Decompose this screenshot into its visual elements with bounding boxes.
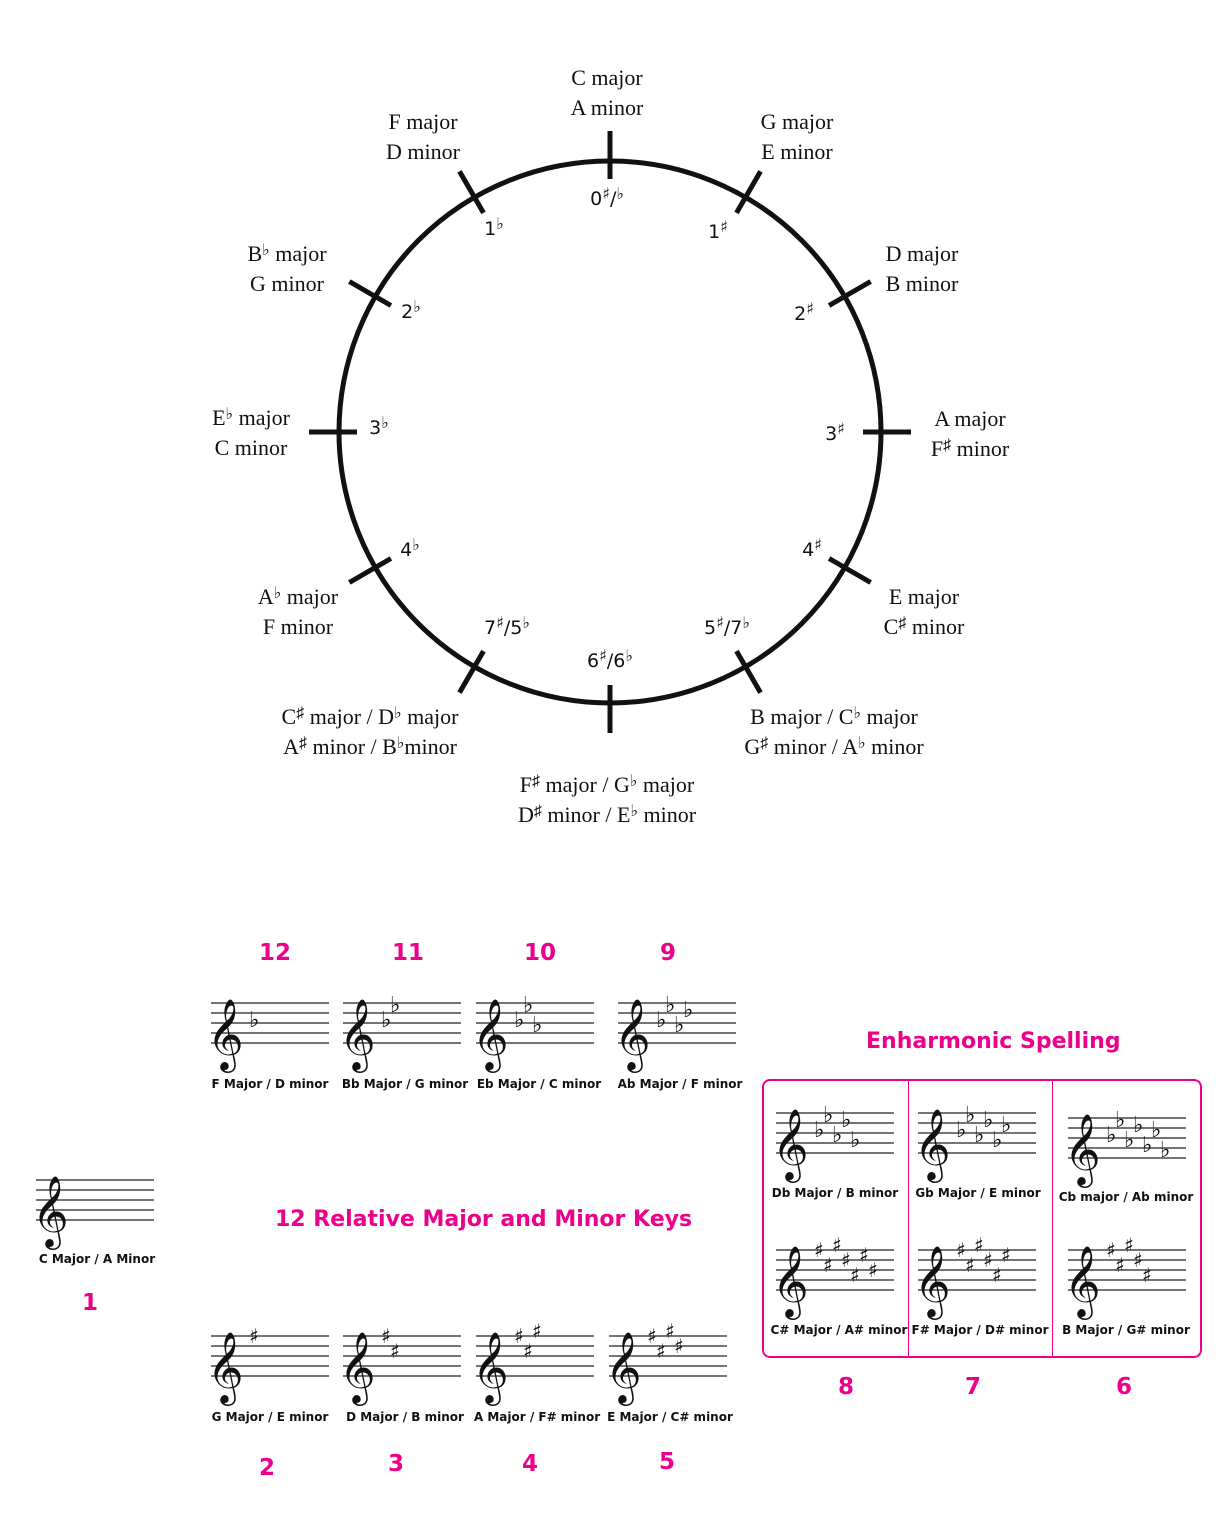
major-key-label: A♭ major (257, 584, 339, 609)
key-label-cb-major: Cb major / Ab minor (1058, 1190, 1194, 1204)
staff-cb-major (1062, 1100, 1188, 1185)
accidental-count-label: 0♯/♭ (590, 184, 624, 210)
staff-e-major (603, 1318, 729, 1403)
flat-icon: ♭ (665, 993, 676, 1018)
accidental-count-label: 4♯ (802, 535, 822, 561)
key-label-f-major: F Major / D minor (211, 1077, 329, 1091)
key-label-a-major: A Major / F# minor (473, 1410, 601, 1424)
flat-icon: ♭ (1133, 1113, 1144, 1138)
staff-c-major (30, 1162, 156, 1247)
flat-icon: ♭ (514, 1008, 525, 1033)
sharp-icon: ♯ (850, 1263, 860, 1287)
sharp-icon: ♯ (1106, 1238, 1116, 1262)
staff-g-major (205, 1318, 331, 1403)
key-label-gb-major: Gb Major / E minor (915, 1186, 1041, 1200)
treble-clef-icon: 𝄞 (605, 1330, 642, 1403)
key-label-c-major: C Major / A Minor (38, 1252, 156, 1266)
accidental-count-label: 2♯ (794, 299, 814, 325)
flat-icon: ♭ (974, 1123, 985, 1148)
staff-ab-major (612, 985, 738, 1070)
major-key-label: C major (571, 65, 643, 90)
relative-keys-heading: 12 Relative Major and Minor Keys (275, 1207, 693, 1232)
circle-ring (339, 161, 881, 703)
key-number-5: 5 (658, 1449, 675, 1475)
sharp-icon: ♯ (965, 1253, 975, 1277)
flat-icon: ♭ (850, 1128, 861, 1153)
staff-cs-major (770, 1232, 896, 1317)
flat-icon: ♭ (832, 1123, 843, 1148)
treble-clef-icon: 𝄞 (614, 997, 651, 1070)
key-number-12: 12 (258, 940, 291, 966)
key-label-cs-major: C# Major / A# minor (770, 1323, 908, 1337)
sharp-icon: ♯ (814, 1238, 824, 1262)
minor-key-label: F minor (262, 614, 334, 639)
staff-db-major (770, 1095, 896, 1180)
major-key-label: E♭ major (212, 405, 290, 430)
key-number-10: 10 (523, 940, 556, 966)
sharp-icon: ♯ (390, 1339, 400, 1363)
flat-icon: ♭ (674, 1013, 685, 1038)
key-number-3: 3 (387, 1451, 404, 1477)
accidental-count-label: 2♭ (401, 297, 421, 323)
sharp-icon: ♯ (841, 1248, 851, 1272)
sharp-icon: ♯ (381, 1324, 391, 1348)
minor-key-label: G♯ minor / A♭ minor (744, 734, 924, 759)
major-key-label: F major (388, 109, 458, 134)
flat-icon: ♭ (523, 993, 534, 1018)
flat-icon: ♭ (656, 1008, 667, 1033)
flat-icon: ♭ (1106, 1123, 1117, 1148)
treble-clef-icon: 𝄞 (339, 997, 376, 1070)
key-label-eb-major: Eb Major / C minor (476, 1077, 602, 1091)
staff-gb-major (912, 1095, 1038, 1180)
flat-icon: ♭ (1160, 1138, 1171, 1163)
treble-clef-icon: 𝄞 (1064, 1112, 1101, 1185)
sharp-icon: ♯ (674, 1334, 684, 1358)
treble-clef-icon: 𝄞 (32, 1174, 69, 1247)
sharp-icon: ♯ (514, 1324, 524, 1348)
major-key-label: G major (760, 109, 834, 134)
sharp-icon: ♯ (859, 1243, 869, 1267)
accidental-count-label: 1♯ (708, 217, 728, 243)
key-number-11: 11 (391, 940, 424, 966)
key-number-1: 1 (81, 1290, 98, 1316)
key-label-fs-major: F# Major / D# minor (911, 1323, 1049, 1337)
treble-clef-icon: 𝄞 (914, 1107, 951, 1180)
major-key-label: C♯ major / D♭ major (281, 704, 459, 729)
staff-eb-major (470, 985, 596, 1070)
treble-clef-icon: 𝄞 (914, 1244, 951, 1317)
staff-f-major (205, 985, 331, 1070)
minor-key-label: C minor (214, 435, 288, 460)
key-label-d-major: D Major / B minor (346, 1410, 464, 1424)
sharp-icon: ♯ (1001, 1243, 1011, 1267)
flat-icon: ♭ (1115, 1108, 1126, 1133)
sharp-icon: ♯ (523, 1339, 533, 1363)
treble-clef-icon: 𝄞 (472, 997, 509, 1070)
treble-clef-icon: 𝄞 (472, 1330, 509, 1403)
key-number-6: 6 (1115, 1374, 1132, 1400)
sharp-icon: ♯ (1124, 1233, 1134, 1257)
treble-clef-icon: 𝄞 (207, 997, 244, 1070)
key-number-2: 2 (258, 1455, 275, 1481)
minor-key-label: D♯ minor / E♭ minor (517, 802, 697, 827)
sharp-icon: ♯ (974, 1233, 984, 1257)
flat-icon: ♭ (1151, 1118, 1162, 1143)
sharp-icon: ♯ (956, 1238, 966, 1262)
flat-icon: ♭ (956, 1118, 967, 1143)
accidental-count-label: 1♭ (484, 214, 504, 240)
treble-clef-icon: 𝄞 (339, 1330, 376, 1403)
key-label-g-major: G Major / E minor (211, 1410, 329, 1424)
accidental-count-label: 4♭ (400, 535, 420, 561)
flat-icon: ♭ (823, 1103, 834, 1128)
key-number-4: 4 (521, 1451, 538, 1477)
sharp-icon: ♯ (868, 1258, 878, 1282)
key-label-bb-major: Bb Major / G minor (341, 1077, 469, 1091)
flat-icon: ♭ (683, 998, 694, 1023)
flat-icon: ♭ (1124, 1128, 1135, 1153)
enharmonic-divider-1 (908, 1081, 909, 1356)
accidental-count-label: 3♯ (825, 419, 845, 445)
minor-key-label: D minor (386, 139, 460, 164)
staff-fs-major (912, 1232, 1038, 1317)
key-number-8: 8 (837, 1374, 854, 1400)
flat-icon: ♭ (841, 1108, 852, 1133)
minor-key-label: E minor (761, 139, 833, 164)
flat-icon: ♭ (992, 1128, 1003, 1153)
sharp-icon: ♯ (656, 1339, 666, 1363)
enharmonic-heading: Enharmonic Spelling (866, 1029, 1121, 1054)
sharp-icon: ♯ (665, 1319, 675, 1343)
flat-icon: ♭ (1142, 1133, 1153, 1158)
treble-clef-icon: 𝄞 (772, 1244, 809, 1317)
flat-icon: ♭ (983, 1108, 994, 1133)
major-key-label: E major (888, 584, 960, 609)
flat-icon: ♭ (532, 1013, 543, 1038)
treble-clef-icon: 𝄞 (772, 1107, 809, 1180)
sharp-icon: ♯ (823, 1253, 833, 1277)
major-key-label: A major (934, 406, 1006, 431)
treble-clef-icon: 𝄞 (1064, 1244, 1101, 1317)
major-key-label: D major (885, 241, 959, 266)
sharp-icon: ♯ (832, 1233, 842, 1257)
minor-key-label: A♯ minor / B♭minor (283, 734, 457, 759)
minor-key-label: C♯ minor (883, 614, 965, 639)
accidental-count-label: 6♯/6♭ (587, 646, 633, 672)
accidental-count-label: 3♭ (369, 413, 389, 439)
tick-marks (309, 131, 911, 733)
sharp-icon: ♯ (1133, 1248, 1143, 1272)
sharp-icon: ♯ (647, 1324, 657, 1348)
sharp-icon: ♯ (992, 1263, 1002, 1287)
flat-icon: ♭ (381, 1008, 392, 1033)
flat-icon: ♭ (249, 1008, 260, 1033)
key-number-9: 9 (659, 940, 676, 966)
staff-a-major (470, 1318, 596, 1403)
key-label-db-major: Db Major / B minor (771, 1186, 899, 1200)
sharp-icon: ♯ (1142, 1263, 1152, 1287)
sharp-icon: ♯ (983, 1248, 993, 1272)
accidental-count-label: 5♯/7♭ (704, 613, 750, 639)
treble-clef-icon: 𝄞 (207, 1330, 244, 1403)
minor-key-label: B minor (885, 271, 959, 296)
sharp-icon: ♯ (249, 1324, 259, 1348)
major-key-label: B major / C♭ major (750, 704, 918, 729)
accidental-count-label: 7♯/5♭ (484, 613, 530, 639)
key-label-e-major: E Major / C# minor (607, 1410, 733, 1424)
staff-d-major (337, 1318, 463, 1403)
staff-bb-major (337, 985, 463, 1070)
staff-b-major (1062, 1232, 1188, 1317)
key-label-b-major: B Major / G# minor (1062, 1323, 1190, 1337)
sharp-icon: ♯ (1115, 1253, 1125, 1277)
flat-icon: ♭ (814, 1118, 825, 1143)
key-number-7: 7 (964, 1374, 981, 1400)
sharp-icon: ♯ (532, 1319, 542, 1343)
minor-key-label: F♯ minor (930, 436, 1010, 461)
major-key-label: B♭ major (247, 241, 327, 266)
flat-icon: ♭ (1001, 1113, 1012, 1138)
flat-icon: ♭ (965, 1103, 976, 1128)
enharmonic-divider-2 (1052, 1081, 1053, 1356)
major-key-label: F♯ major / G♭ major (519, 772, 695, 797)
minor-key-label: G minor (250, 271, 324, 296)
minor-key-label: A minor (570, 95, 644, 120)
key-label-ab-major: Ab Major / F minor (617, 1077, 743, 1091)
flat-icon: ♭ (390, 993, 401, 1018)
